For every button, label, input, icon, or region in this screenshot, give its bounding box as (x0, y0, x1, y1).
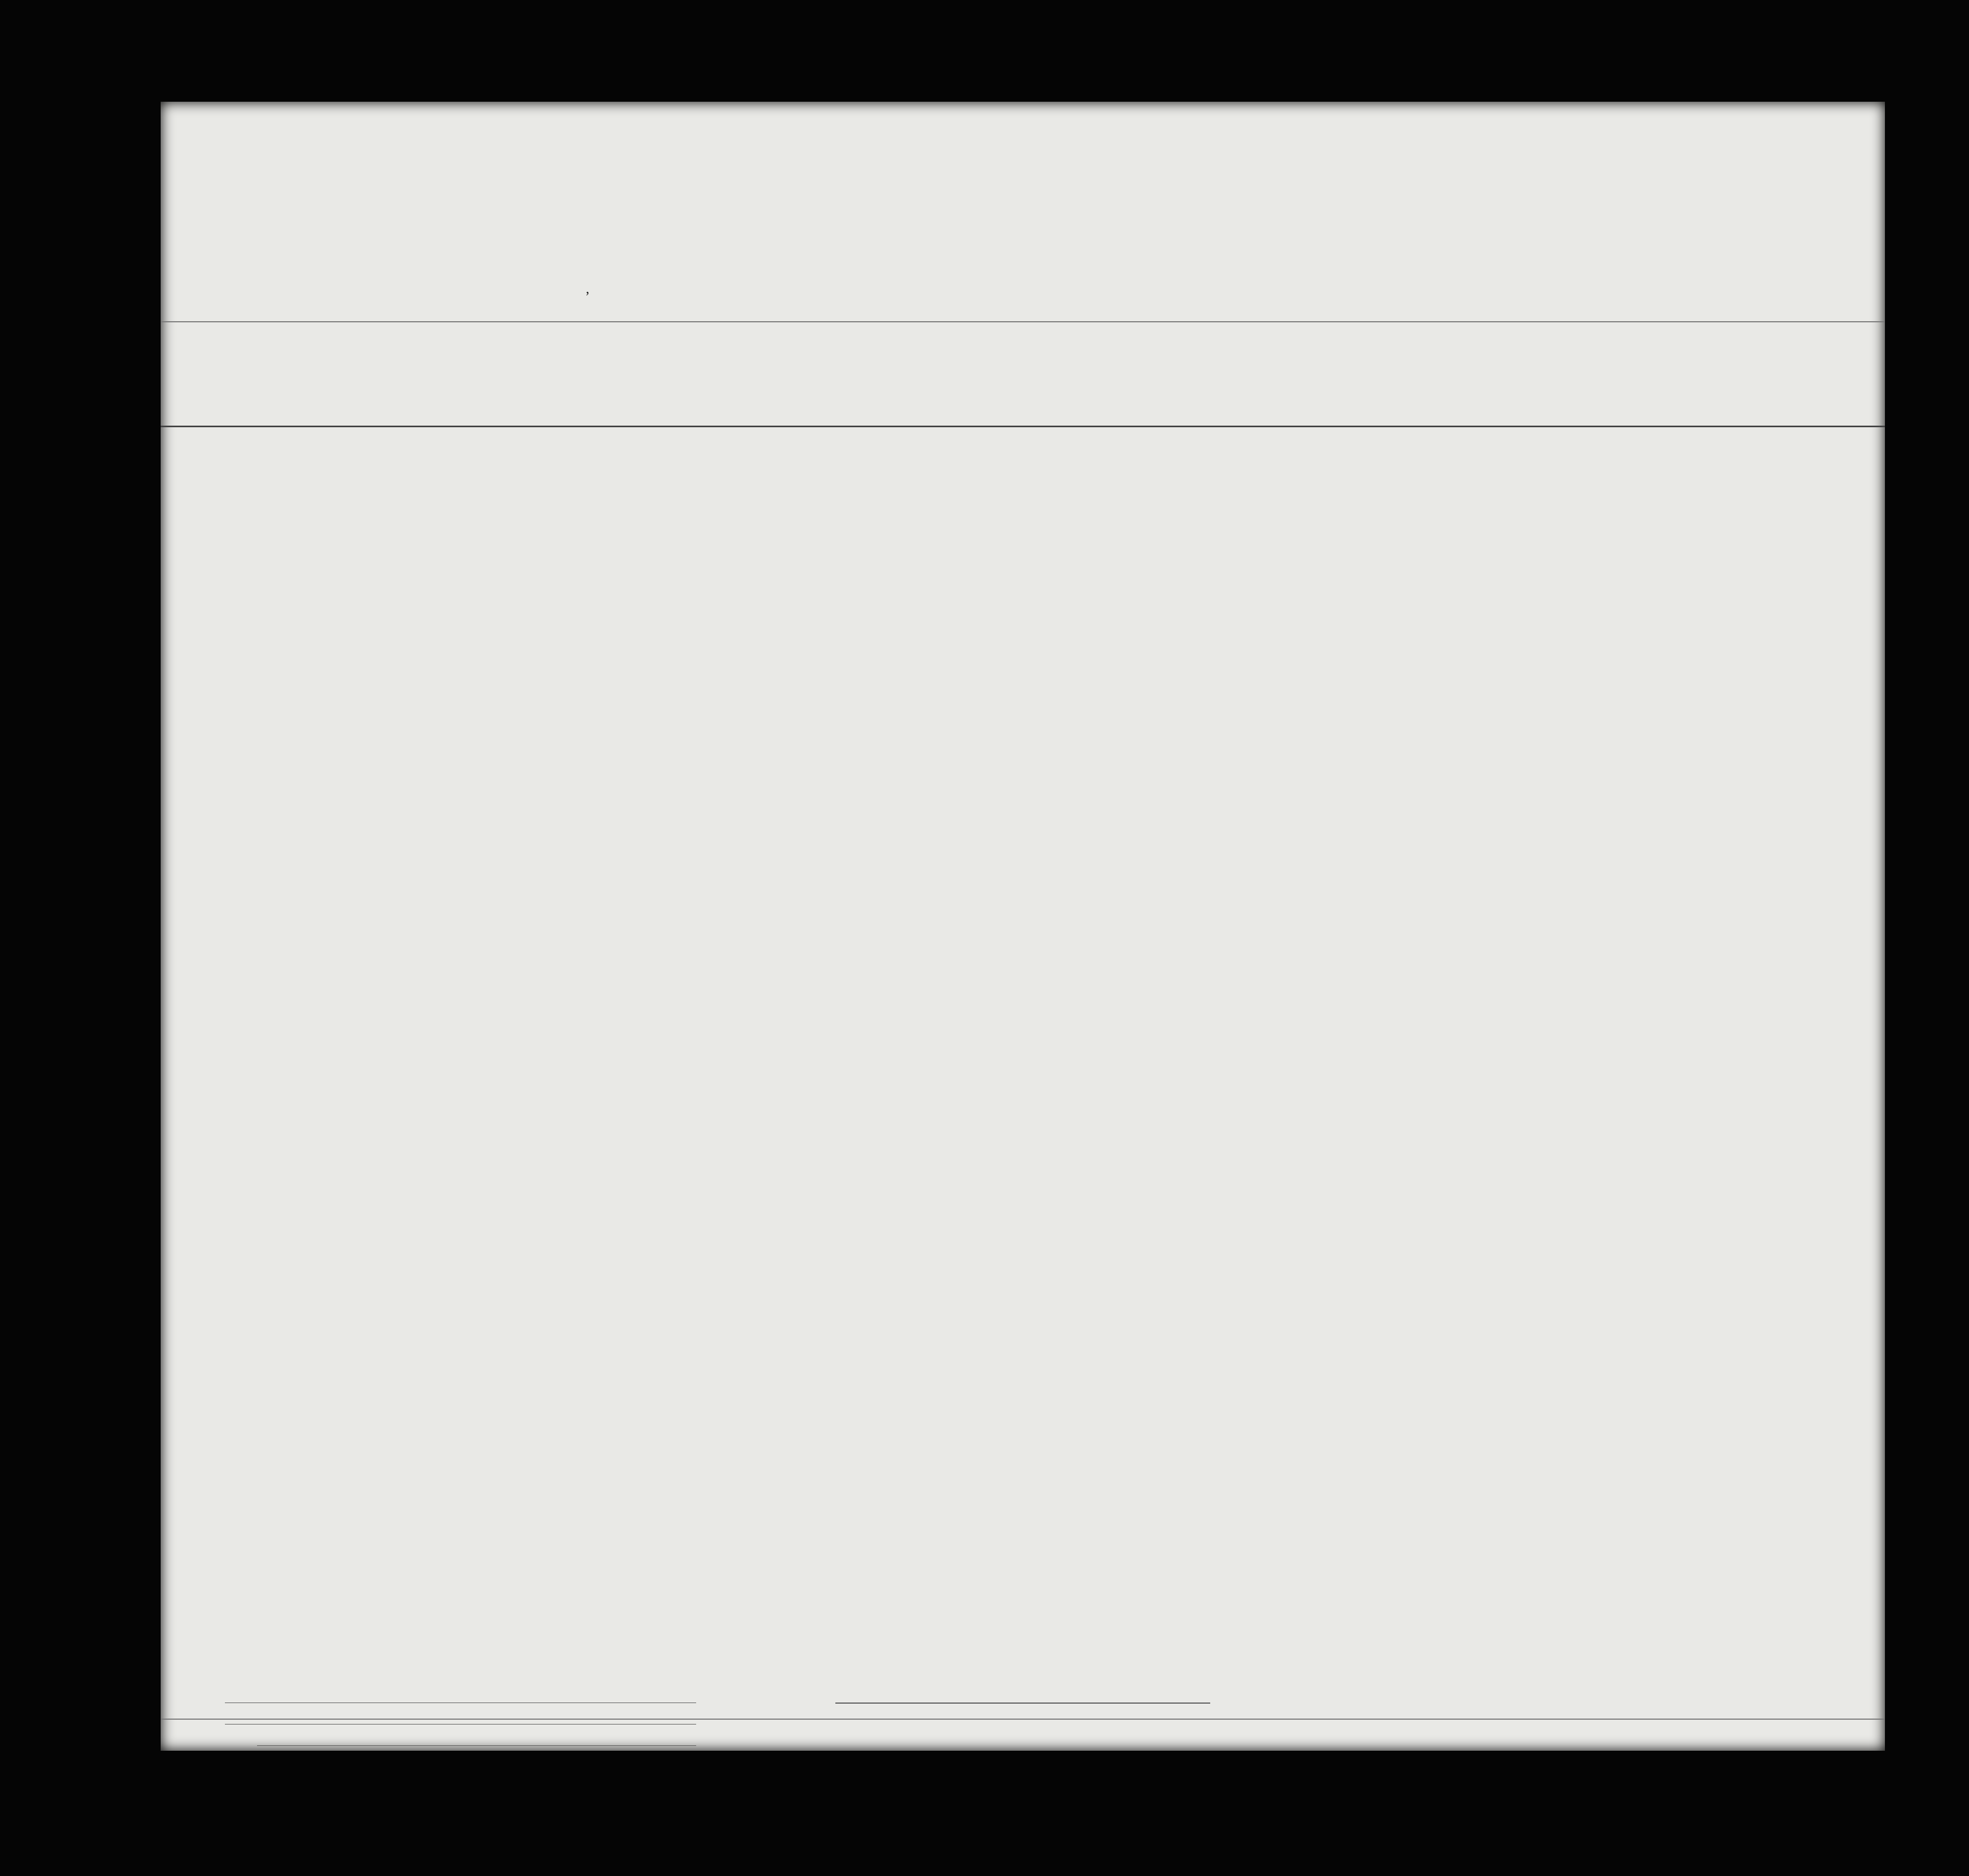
vessel-line: , (586, 281, 590, 297)
manifest-sheet (161, 102, 1885, 1751)
agents-rule (257, 1745, 696, 1746)
table-header-rule (161, 426, 1885, 427)
table-top-rule (161, 321, 1885, 322)
inspector-rule (835, 1703, 1210, 1704)
table-bottom-rule (161, 1719, 1885, 1720)
